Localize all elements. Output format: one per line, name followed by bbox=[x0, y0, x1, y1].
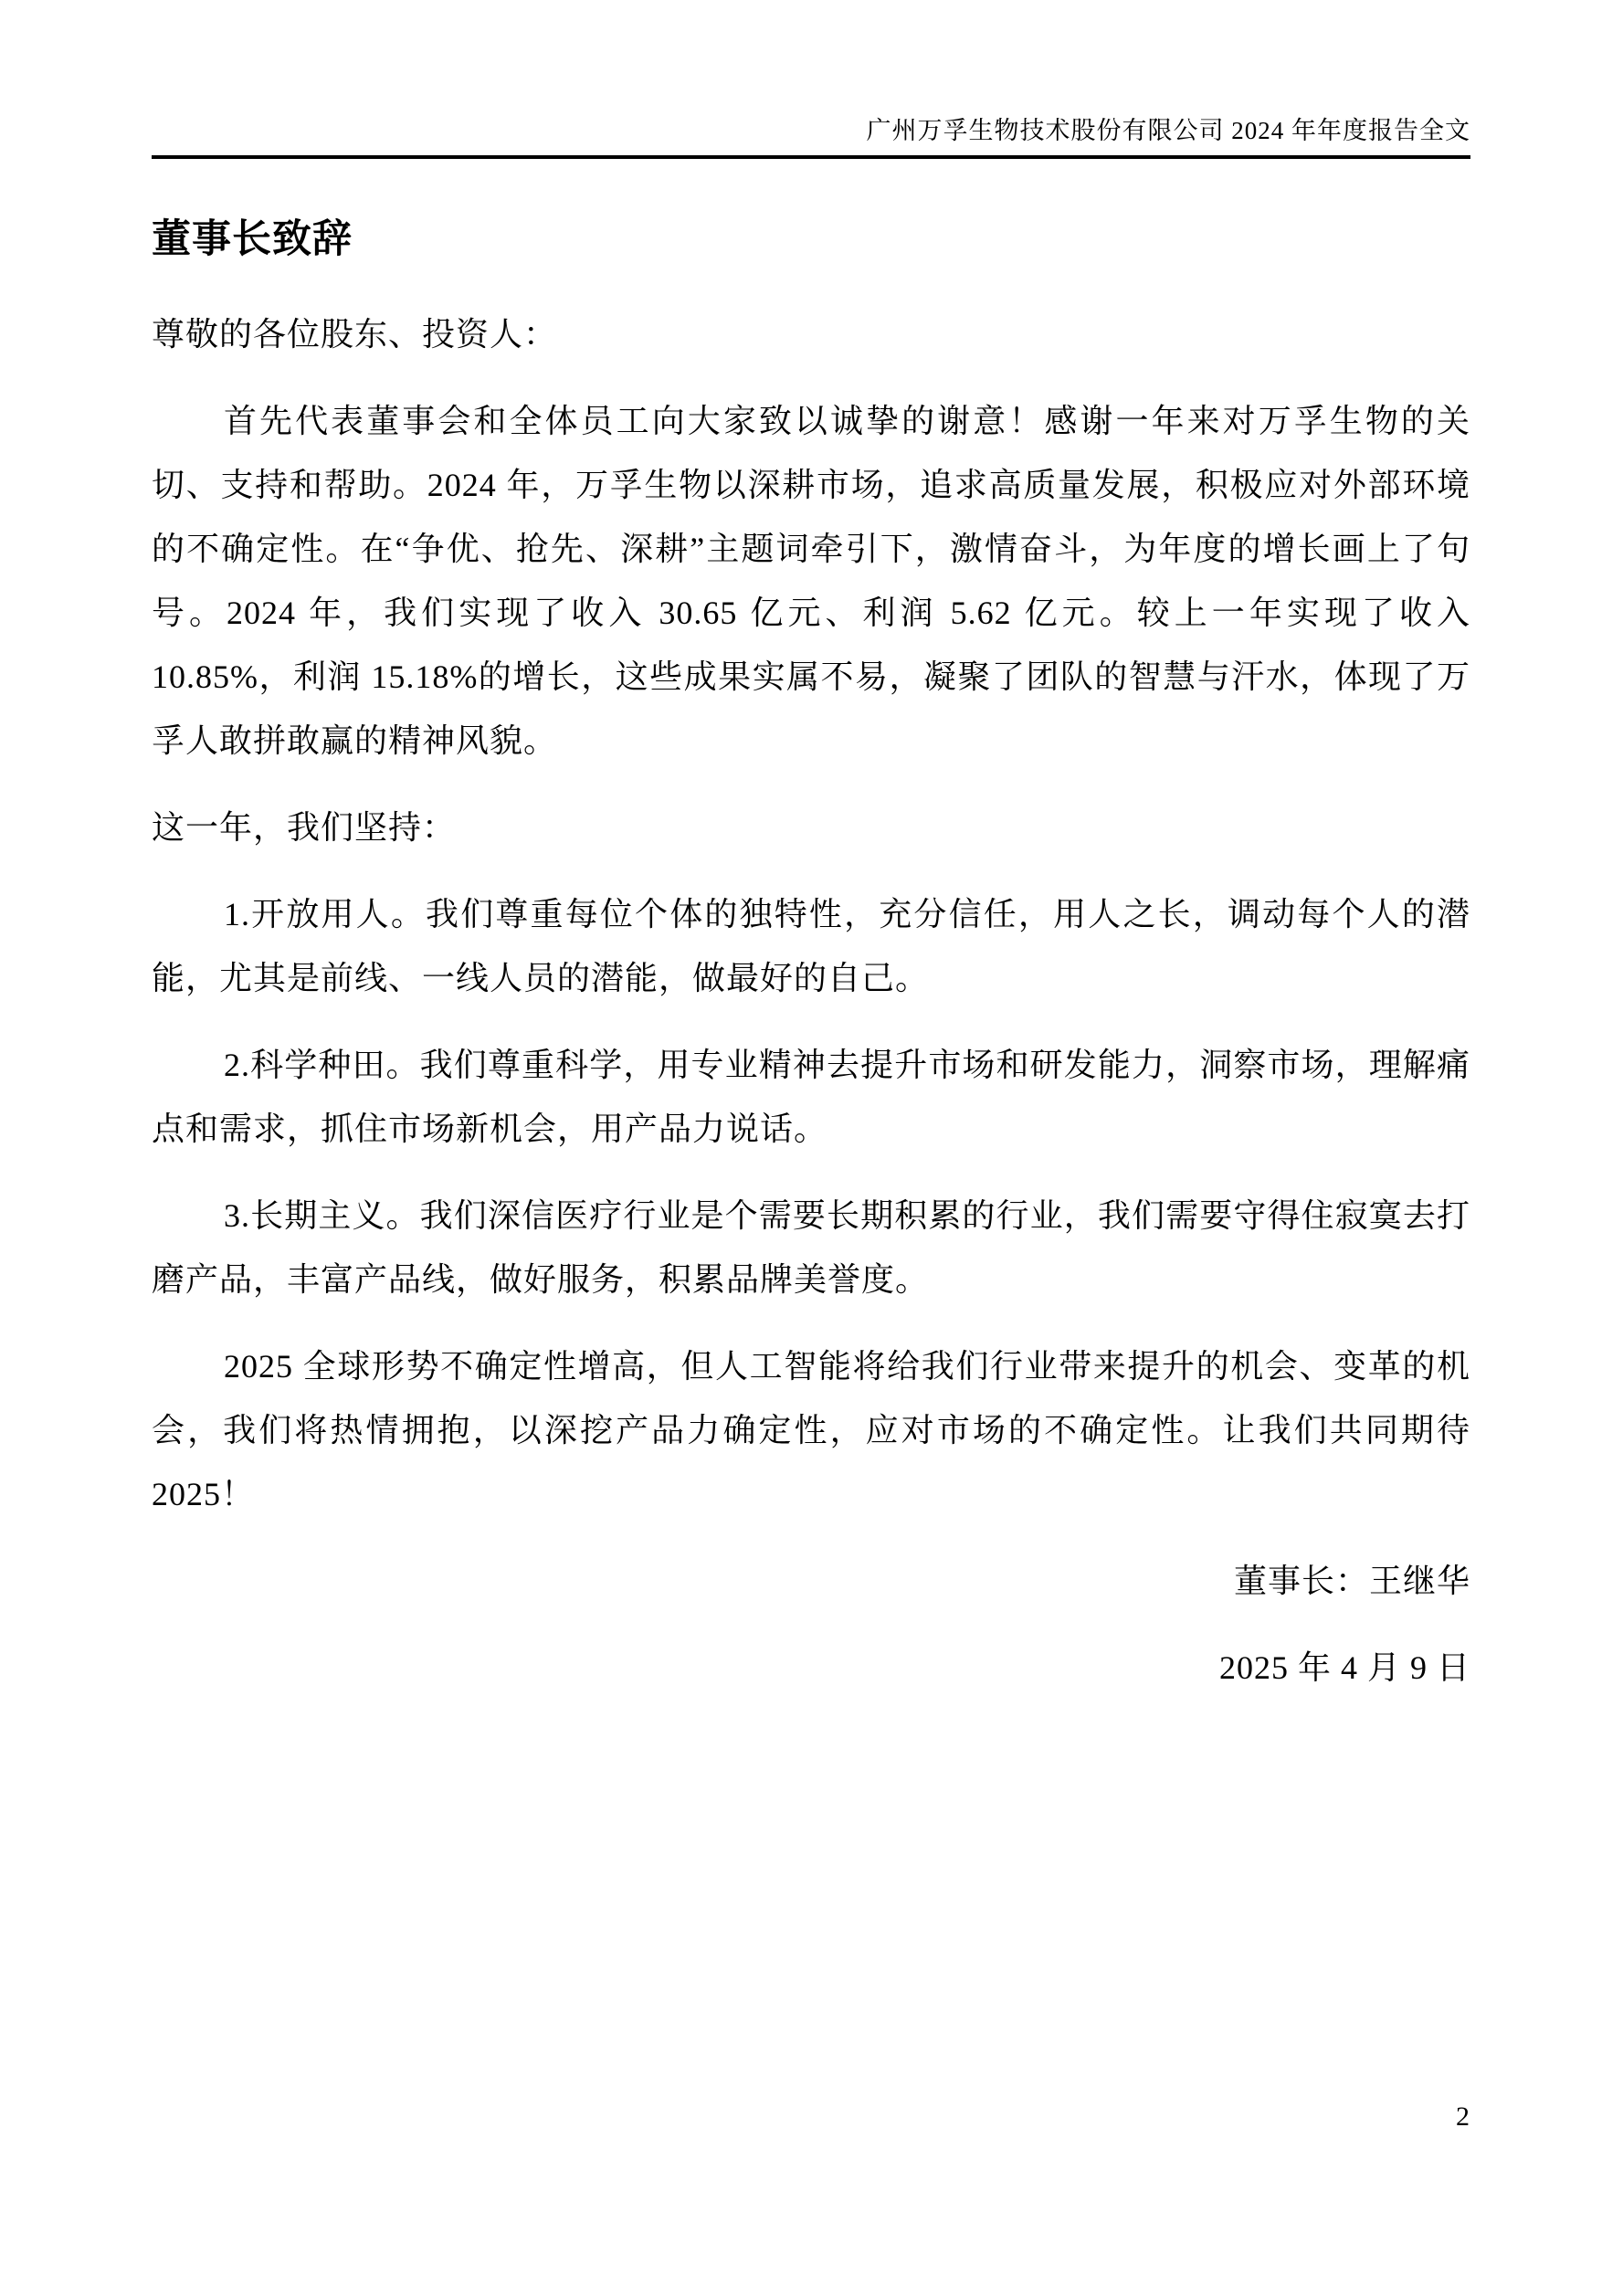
paragraph-point-2: 2.科学种田。我们尊重科学，用专业精神去提升市场和研发能力，洞察市场，理解痛点和需求，抓住市场新机会，用产品力说话。 bbox=[152, 1047, 1470, 1147]
salutation: 尊敬的各位股东、投资人： bbox=[152, 316, 558, 353]
paragraph-lead-in: 这一年，我们坚持： bbox=[152, 809, 457, 846]
paragraph-point-3: 3.长期主义。我们深信医疗行业是个需要长期积累的行业，我们需要守得住寂寞去打磨产品，丰富产品线，做好服务，积累品牌美誉度。 bbox=[152, 1197, 1470, 1298]
running-header: 广州万孚生物技术股份有限公司 2024 年年度报告全文 bbox=[866, 117, 1470, 144]
page-title: 董事长致辞 bbox=[152, 218, 353, 261]
page-number: 2 bbox=[1456, 2101, 1470, 2132]
paragraph-outlook: 2025 全球形势不确定性增高，但人工智能将给我们行业带来提升的机会、变革的机会，我们将热情拥抱，以深挖产品力确定性，应对市场的不确定性。让我们共同期待 2025！ bbox=[152, 1348, 1470, 1512]
paragraph-intro: 首先代表董事会和全体员工向大家致以诚挚的谢意！感谢一年来对万孚生物的关切、支持和帮助。2024 年，万孚生物以深耕市场，追求高质量发展，积极应对外部环境的不确定性。在“争优、抢先、深耕”主题词牵引下，激情奋斗，为年度的增长画上了句号。2024 年，我们实现了收入 30.65 亿元、利润 5.62 亿元。较上一年实现了收入 10.85%，利润 15.18%的增长，这些成果实属不易，凝聚了团队的智慧与汗水，体现了万孚人敢拼敢赢的精神风貌。 bbox=[152, 403, 1470, 759]
paragraph-point-1: 1.开放用人。我们尊重每位个体的独特性，充分信任，用人之长，调动每个人的潜能，尤其是前线、一线人员的潜能，做最好的自己。 bbox=[152, 896, 1470, 996]
signature-date: 2025 年 4 月 9 日 bbox=[1218, 1649, 1470, 1686]
header-divider bbox=[152, 155, 1470, 159]
signature: 董事长：王继华 bbox=[1233, 1563, 1470, 1599]
